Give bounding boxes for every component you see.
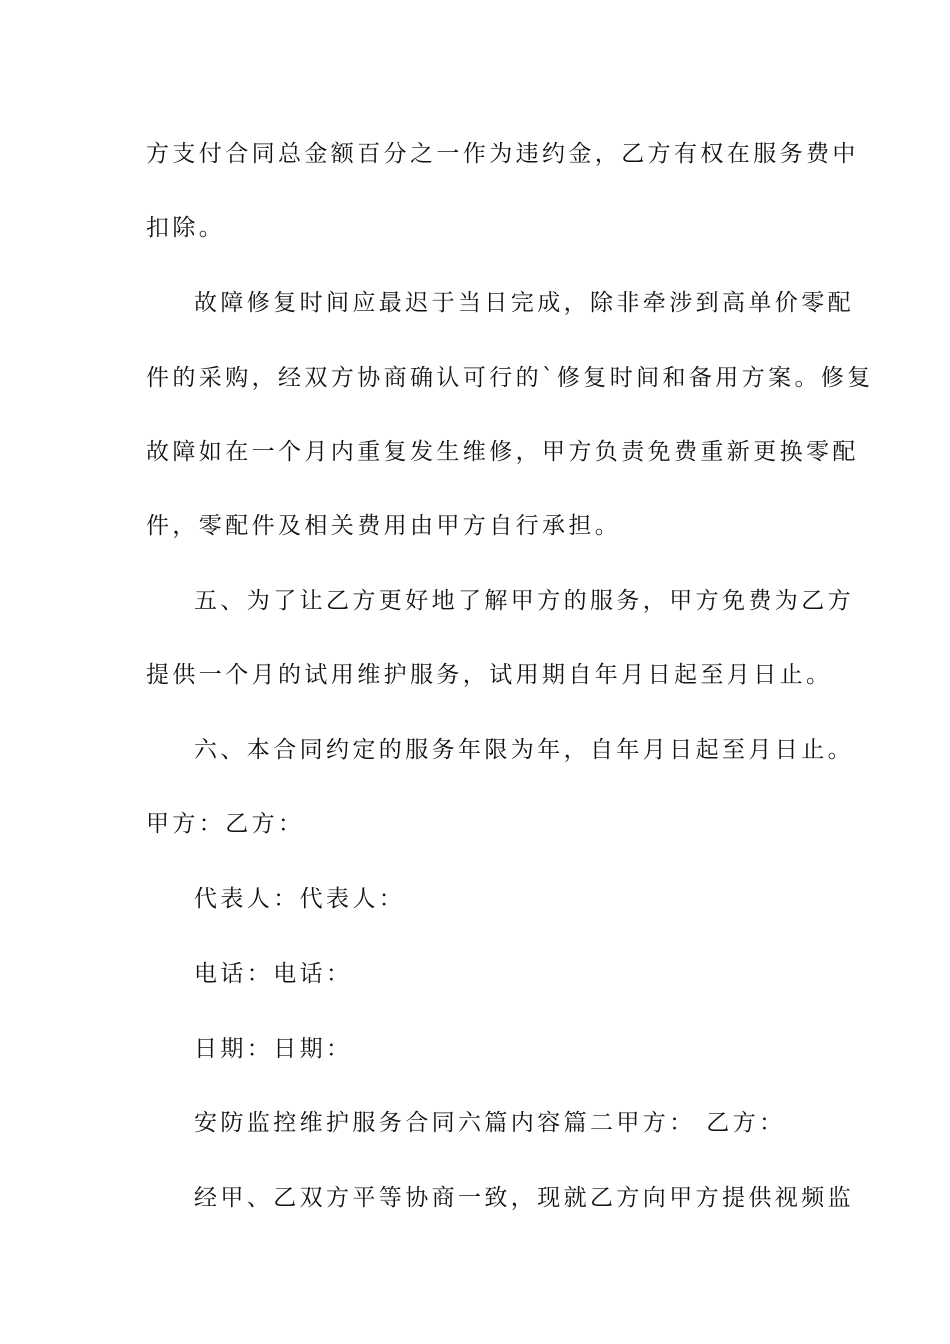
paragraph-line: 故障修复时间应最迟于当日完成，除非牵涉到高单价零配 [194,290,854,316]
phone-line: 电话：电话： [194,961,353,987]
paragraph-line: 方支付合同总金额百分之一作为违约金，乙方有权在服务费中 [146,141,859,167]
paragraph-line: 六、本合同约定的服务年限为年，自年月日起至月日止。 [194,737,854,763]
paragraph-line: 提供一个月的试用维护服务，试用期自年月日起至月日止。 [146,662,833,688]
representative-line: 代表人：代表人： [194,886,406,912]
paragraph-line: 件，零配件及相关费用由甲方自行承担。 [146,513,622,539]
paragraph-line: 五、为了让乙方更好地了解甲方的服务，甲方免费为乙方 [194,588,854,614]
section-heading-line: 安防监控维护服务合同六篇内容篇二甲方： 乙方： [194,1110,786,1136]
paragraph-line: 件的采购，经双方协商确认可行的`修复时间和备用方案。修复 [146,365,874,391]
paragraph-line: 故障如在一个月内重复发生维修，甲方负责免费重新更换零配 [146,439,859,465]
date-line: 日期：日期： [194,1036,353,1062]
signature-party-line: 甲方：乙方： [146,811,305,837]
paragraph-line: 扣除。 [146,215,226,241]
paragraph-line: 经甲、乙双方平等协商一致，现就乙方向甲方提供视频监 [194,1185,854,1211]
